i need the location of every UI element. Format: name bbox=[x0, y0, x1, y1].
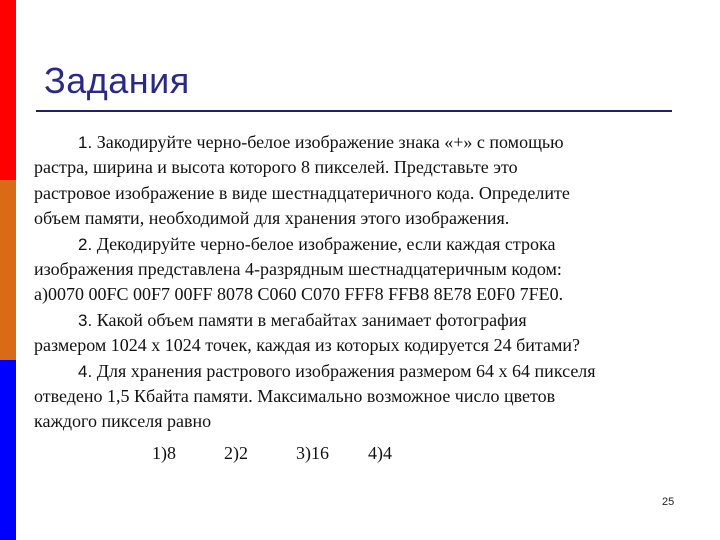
accent-stripe-blue bbox=[0, 360, 16, 540]
accent-stripe-red bbox=[0, 0, 16, 180]
slide-title: Задания bbox=[44, 60, 190, 101]
task-1 bbox=[34, 130, 696, 232]
task-number: 1. bbox=[78, 133, 93, 152]
task-line: отведено 1,5 Кбайта памяти. Максимально возможное число цветов bbox=[34, 386, 556, 407]
accent-stripe-orange bbox=[0, 180, 16, 360]
task-line: объем памяти, необходимой для хранения этого изображения. bbox=[34, 208, 510, 229]
task-line: размером 1024 х 1024 точек, каждая из которых кодируется 24 битами? bbox=[34, 335, 580, 356]
task-2 bbox=[34, 232, 696, 308]
task-line: а)0070 00FC 00F7 00FF 8078 C060 C070 FFF8 FFB8 8E78 E0F0 7FE0. bbox=[34, 284, 564, 305]
answer-option: 3)16 bbox=[296, 442, 329, 463]
task-number: 4. bbox=[78, 361, 93, 381]
answer-options bbox=[34, 441, 696, 466]
task-number: 3. bbox=[78, 310, 93, 330]
task-line: каждого пикселя равно bbox=[34, 411, 212, 432]
task-line: изображения представлена 4-разрядным шестнадцатеричным кодом: bbox=[34, 259, 562, 280]
task-line: Какой объем памяти в мегабайтах занимает фотография bbox=[96, 309, 527, 330]
task-number: 2. bbox=[78, 234, 93, 254]
title-underline bbox=[36, 110, 672, 112]
task-line: Закодируйте черно-белое изображение знака «+» с помощью bbox=[96, 132, 564, 152]
task-line: растра, ширина и высота которого 8 пикселей. Представьте это bbox=[34, 157, 518, 178]
task-line: Декодируйте черно-белое изображение, если каждая строка bbox=[96, 233, 556, 254]
answer-option: 2)2 bbox=[224, 442, 248, 463]
task-4 bbox=[34, 359, 696, 435]
answer-option: 1)8 bbox=[152, 442, 176, 463]
task-line: Для хранения растрового изображения размером 64 х 64 пикселя bbox=[96, 360, 596, 381]
answer-option: 4)4 bbox=[368, 442, 392, 463]
task-line: растровое изображение в виде шестнадцатеричного кода. Определите bbox=[34, 182, 570, 203]
tasks-body bbox=[34, 130, 696, 466]
task-3 bbox=[34, 308, 696, 359]
page-number: 25 bbox=[662, 496, 675, 508]
